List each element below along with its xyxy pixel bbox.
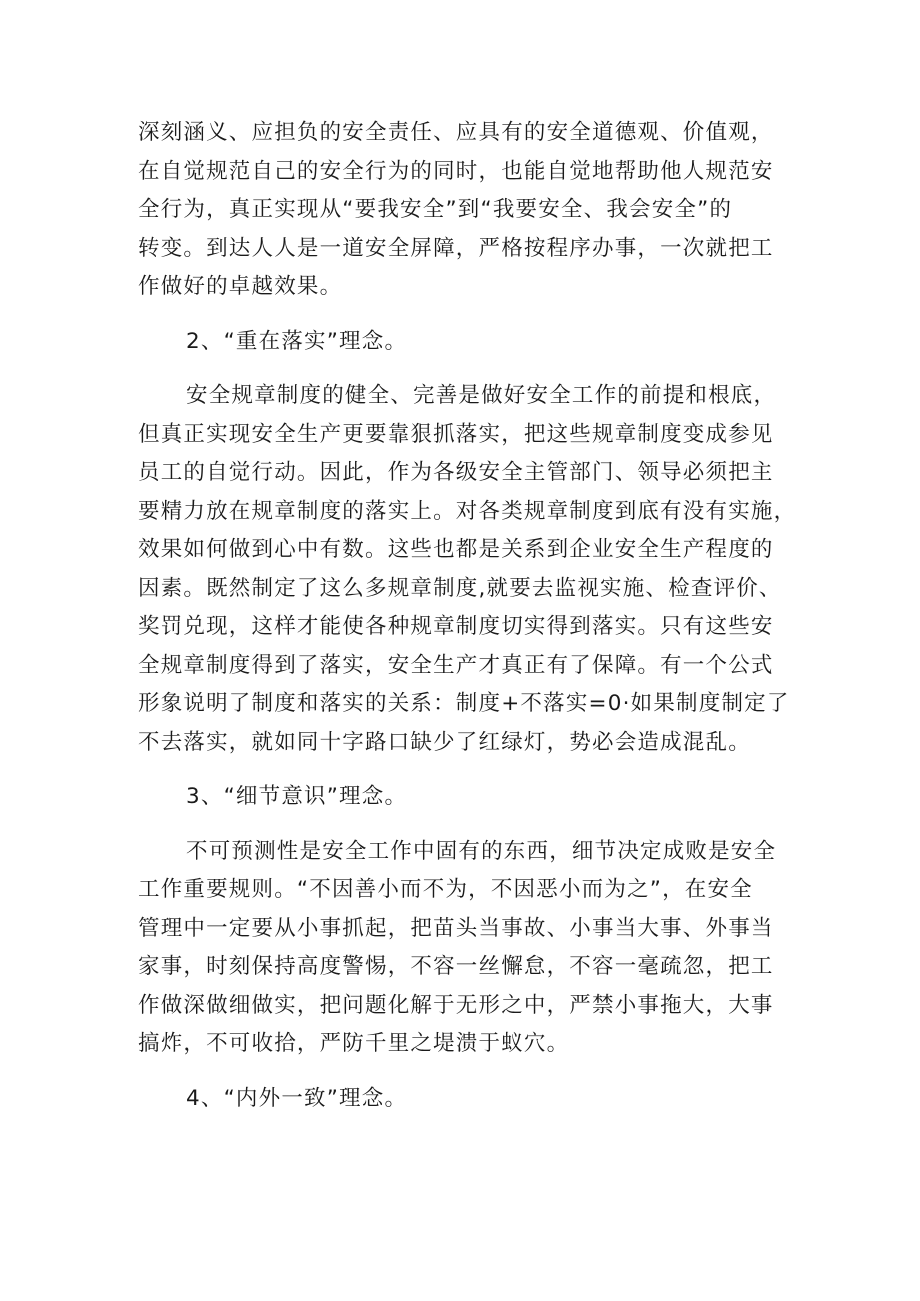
- text-line: 形象说明了制度和落实的关系：制度+不落实=0·如果制度制定了: [138, 691, 790, 716]
- text-line: 要精力放在规章制度的落实上。对各类规章制度到底有没有实施，: [138, 498, 797, 524]
- text-line: 深刻涵义、应担负的安全责任、应具有的安全道德观、价值观，: [138, 120, 774, 145]
- text-line: 安全规章制度的健全、完善是做好安全工作的前提和根底，: [186, 383, 777, 408]
- paragraph-3: [0, 833, 920, 1064]
- text-line: 搞炸，不可收拾，严防千里之堤溃于蚁穴。: [138, 1031, 570, 1056]
- text-line: 奖罚兑现，这样才能使各种规章制度切实得到落实。只有这些安: [138, 614, 774, 639]
- text-line: 因素。既然制定了这么多规章制度,就要去监视实施、检查评价、: [138, 575, 782, 601]
- text-line: 转变。到达人人是一道安全屏障，严格按程序办事，一次就把工: [138, 235, 774, 261]
- paragraph-gap: [0, 762, 920, 778]
- section-heading-4: [0, 1080, 920, 1119]
- text-line: 全规章制度得到了落实，安全生产才真正有了保障。有一个公式: [138, 652, 774, 678]
- text-line: 在自觉规范自己的安全行为的同时，也能自觉地帮助他人规范安: [138, 158, 774, 184]
- text-line: 工作重要规则。“不因善小而不为，不因恶小而为之”，在安全: [138, 877, 753, 902]
- text-line: 但真正实现安全生产更要靠狠抓落实，把这些规章制度变成参见: [138, 421, 774, 447]
- paragraph-gap: [0, 1064, 920, 1080]
- section-heading-3: [0, 778, 920, 817]
- heading-text: 3、“细节意识”理念。: [186, 784, 408, 809]
- text-line: 作做深做细做实，把问题化解于无形之中，严禁小事拖大，大事: [138, 992, 774, 1018]
- paragraph-2: [0, 377, 920, 762]
- text-line: 不去落实，就如同十字路口缺少了红绿灯，势必会造成混乱。: [138, 729, 751, 755]
- text-line: 不可预测性是安全工作中固有的东西，细节决定成败是安全: [186, 838, 777, 864]
- document-body: [0, 114, 920, 1118]
- heading-text: 4、“内外一致”理念。: [186, 1085, 408, 1111]
- text-line: 员工的自觉行动。因此，作为各级安全主管部门、领导必须把主: [138, 460, 774, 485]
- section-heading-2: [0, 323, 920, 362]
- text-line: 家事，时刻保持高度警惕，不容一丝懈怠，不容一毫疏忽，把工: [138, 954, 774, 979]
- paragraph-gap: [0, 361, 920, 377]
- text-line: 效果如何做到心中有数。这些也都是关系到企业安全生产程度的: [138, 537, 774, 562]
- text-line: 管理中一定要从小事抓起，把苗头当事故、小事当大事、外事当: [138, 915, 774, 941]
- text-line: 全行为，真正实现从“要我安全”到“我要安全、我会安全”的: [138, 197, 733, 222]
- text-line: 作做好的卓越效果。: [138, 274, 343, 299]
- paragraph-gap: [0, 817, 920, 833]
- paragraph-1: [0, 114, 920, 307]
- paragraph-gap: [0, 307, 920, 323]
- heading-text: 2、“重在落实”理念。: [186, 328, 408, 354]
